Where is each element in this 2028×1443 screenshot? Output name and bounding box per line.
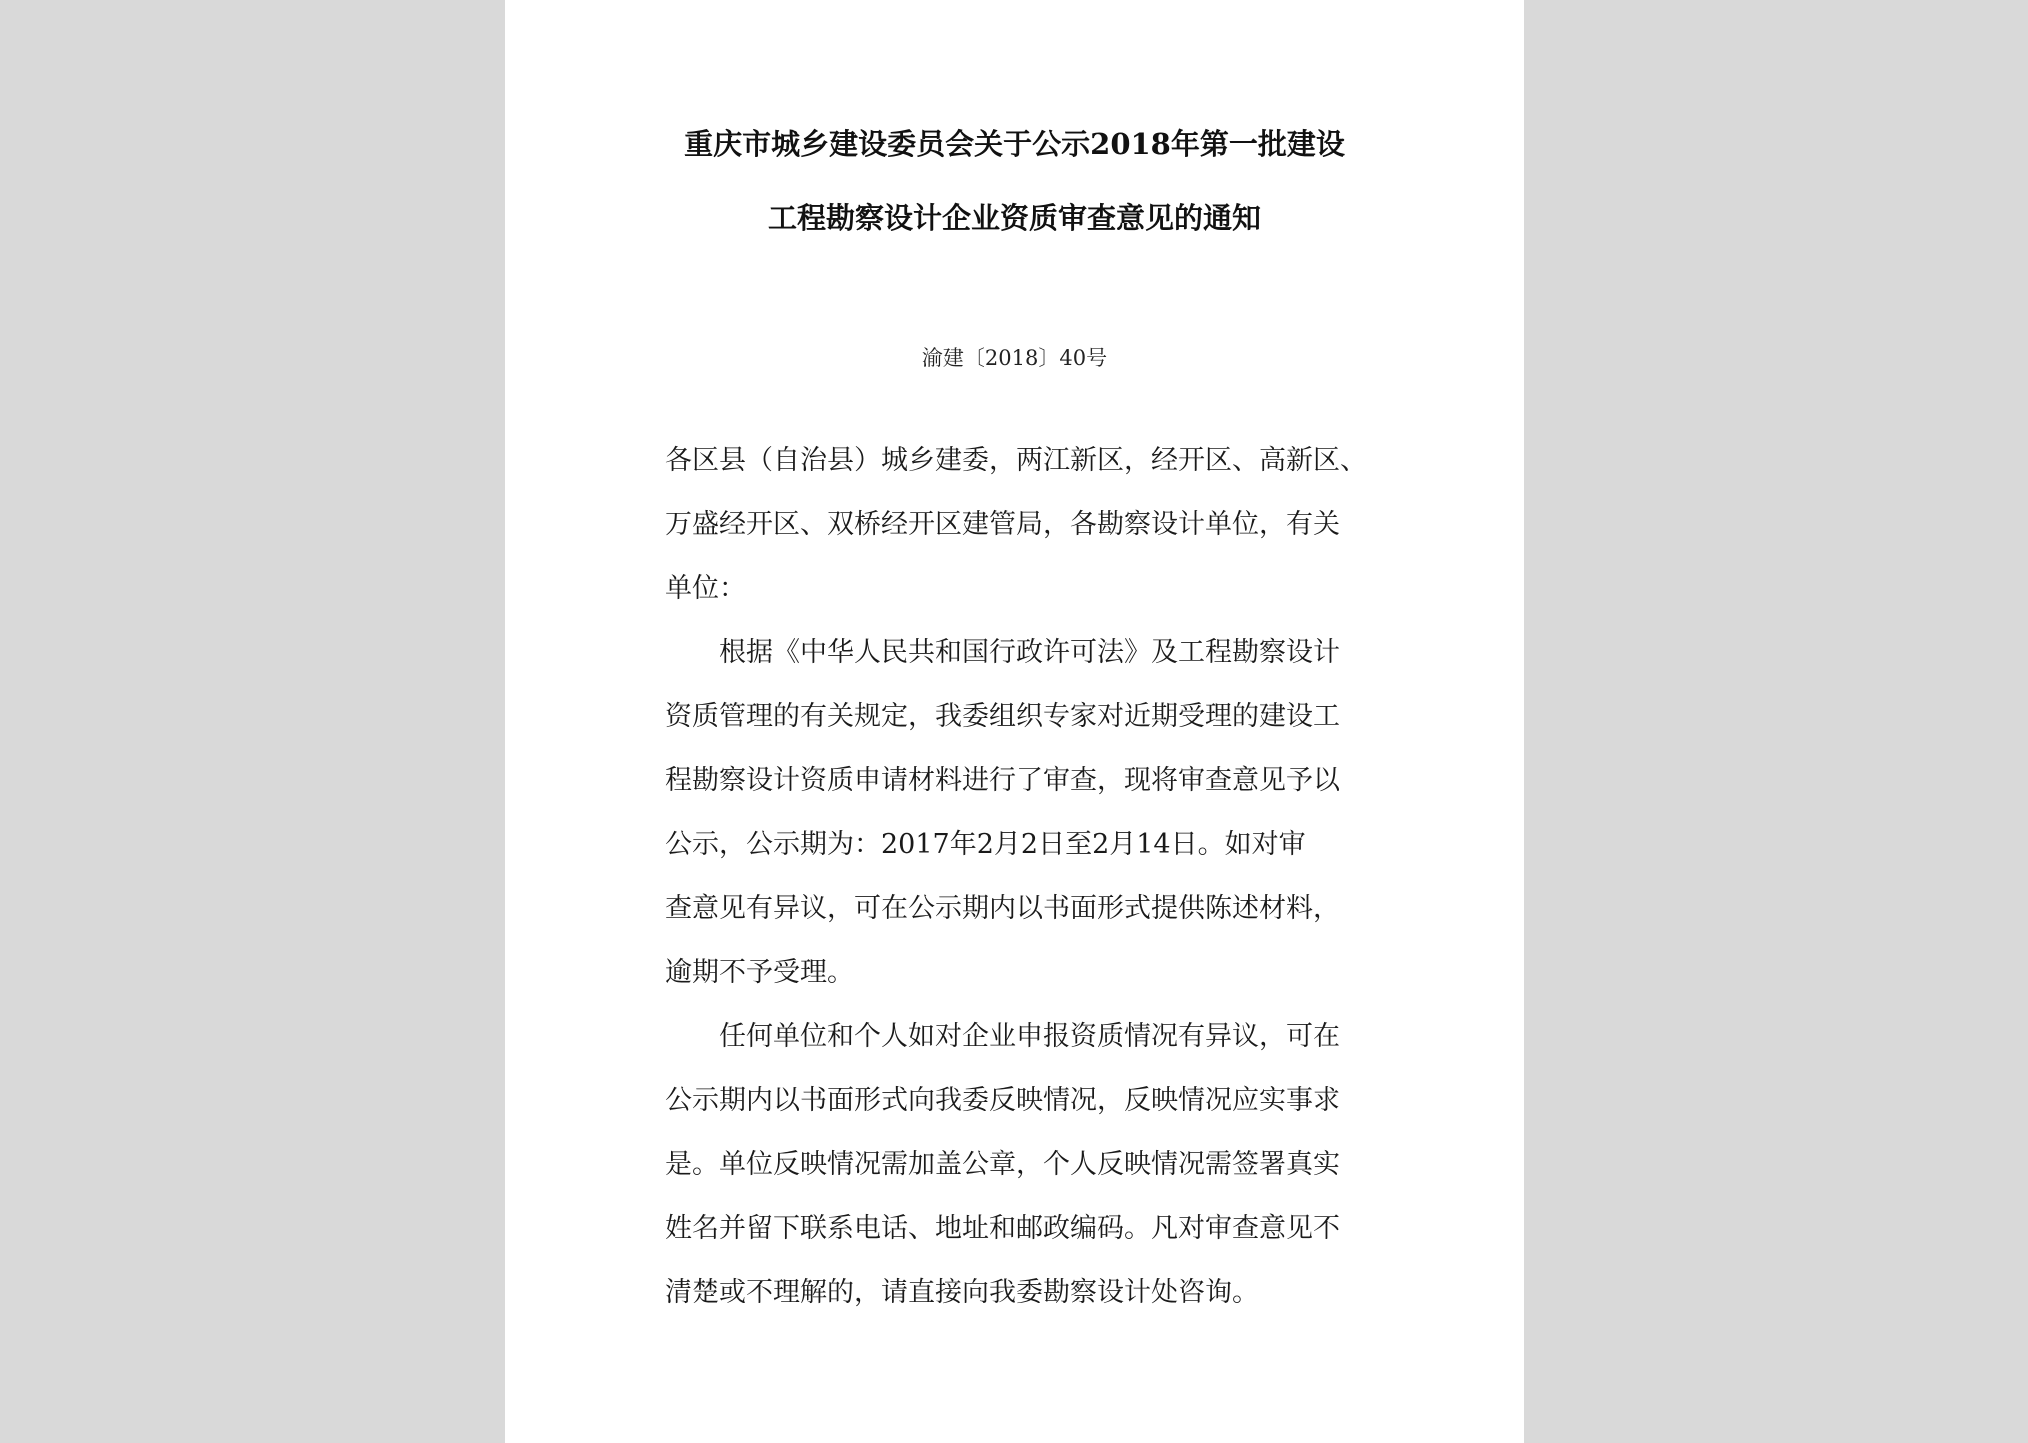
document-title-line-2: 工程勘察设计企业资质审查意见的通知 [767,201,1261,235]
paragraph-line: 任何单位和个人如对企业申报资质情况有异议，可在 [719,1021,1340,1052]
addressee-line: 万盛经开区、双桥经开区建管局，各勘察设计单位，有关 [665,509,1340,540]
paragraph-line: 清楚或不理解的，请直接向我委勘察设计处咨询。 [665,1277,1259,1308]
paragraph-line: 公示，公示期为：2017年2月2日至2月14日。如对审 [665,829,1306,860]
paragraph-line: 逾期不予受理。 [665,957,854,988]
document-page [505,0,1524,1443]
paragraph-line: 资质管理的有关规定，我委组织专家对近期受理的建设工 [665,701,1340,732]
paragraph-line: 根据《中华人民共和国行政许可法》及工程勘察设计 [719,637,1340,668]
paragraph-line: 公示期内以书面形式向我委反映情况，反映情况应实事求 [665,1085,1340,1116]
document-title-line-1: 重庆市城乡建设委员会关于公示2018年第一批建设 [684,127,1345,161]
addressee-line: 单位： [665,573,746,604]
addressee-line: 各区县（自治县）城乡建委，两江新区，经开区、高新区、 [665,445,1367,476]
paragraph-line: 查意见有异议，可在公示期内以书面形式提供陈述材料， [665,893,1340,924]
paragraph-line: 程勘察设计资质申请材料进行了审查，现将审查意见予以 [665,765,1340,796]
document-number: 渝建〔2018〕40号 [921,346,1108,370]
paragraph-line: 姓名并留下联系电话、地址和邮政编码。凡对审查意见不 [665,1213,1340,1244]
paragraph-line: 是。单位反映情况需加盖公章，个人反映情况需签署真实 [665,1149,1340,1180]
